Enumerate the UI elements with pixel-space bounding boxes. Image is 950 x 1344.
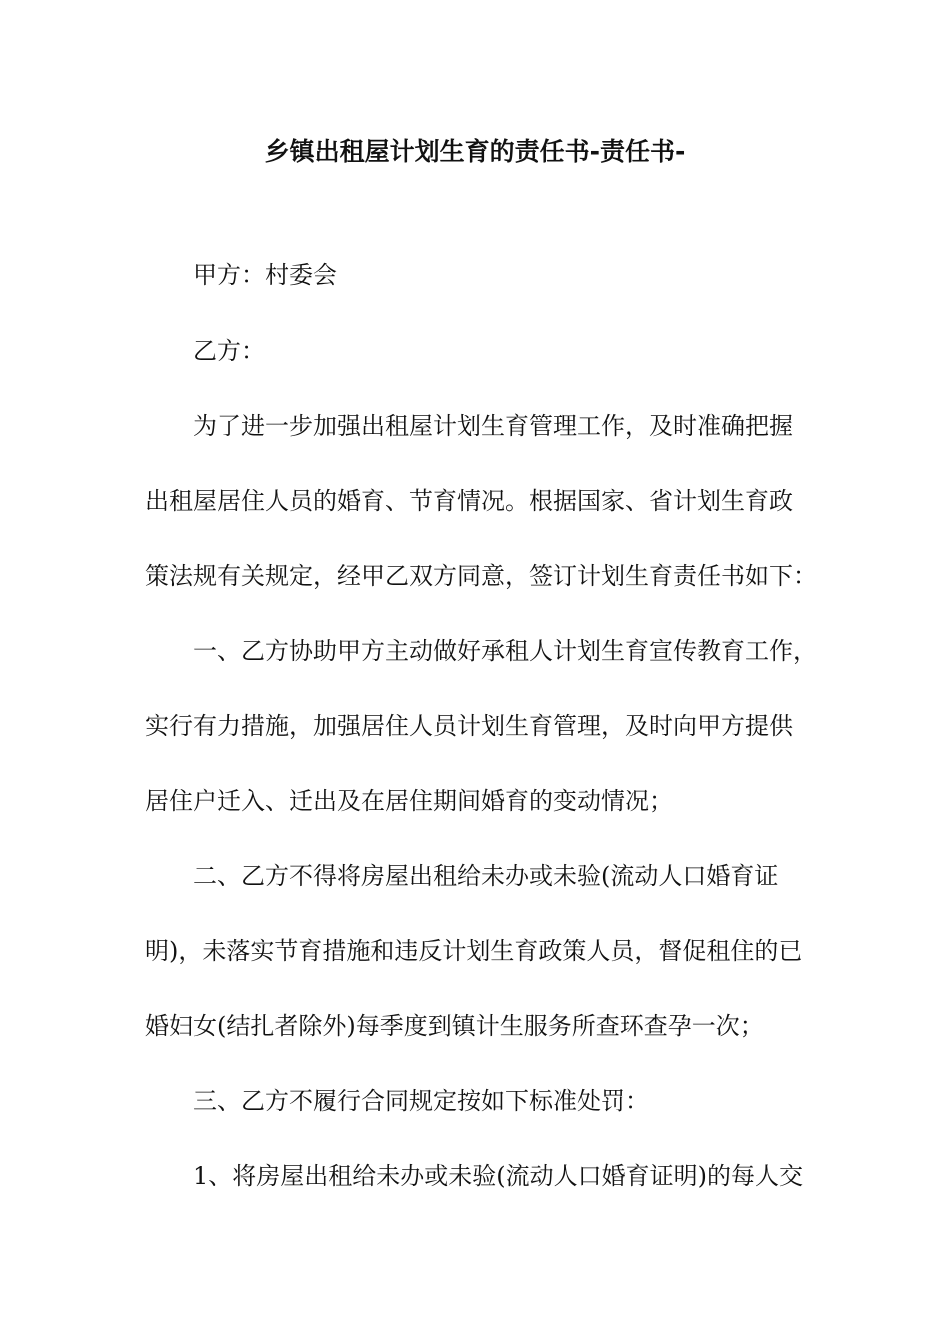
intro-line-1: 为了进一步加强出租屋计划生育管理工作，及时准确把握	[193, 412, 793, 440]
clause-2-line-1: 二、乙方不得将房屋出租给未办或未验(流动人口婚育证	[193, 862, 779, 890]
clause-2-line-2: 明)，未落实节育措施和违反计划生育政策人员，督促租住的已	[145, 937, 803, 965]
intro-line-3: 策法规有关规定，经甲乙双方同意，签订计划生育责任书如下：	[145, 562, 817, 590]
clause-1-line-3: 居住户迁入、迁出及在居住期间婚育的变动情况；	[145, 787, 673, 815]
clause-1-line-2: 实行有力措施，加强居住人员计划生育管理，及时向甲方提供	[145, 712, 793, 740]
clause-3-line: 三、乙方不履行合同规定按如下标准处罚：	[193, 1087, 649, 1115]
item-1-line: 1、将房屋出租给未办或未验(流动人口婚育证明)的每人交	[193, 1162, 803, 1190]
party-b-line: 乙方：	[193, 337, 265, 365]
intro-line-2: 出租屋居住人员的婚育、节育情况。根据国家、省计划生育政	[145, 487, 793, 515]
clause-2-line-3: 婚妇女(结扎者除外)每季度到镇计生服务所查环查孕一次；	[145, 1012, 764, 1040]
document-title: 乡镇出租屋计划生育的责任书-责任书-	[264, 137, 686, 166]
party-a-line: 甲方：村委会	[193, 261, 337, 289]
clause-1-line-1: 一、乙方协助甲方主动做好承租人计划生育宣传教育工作，	[193, 637, 817, 665]
